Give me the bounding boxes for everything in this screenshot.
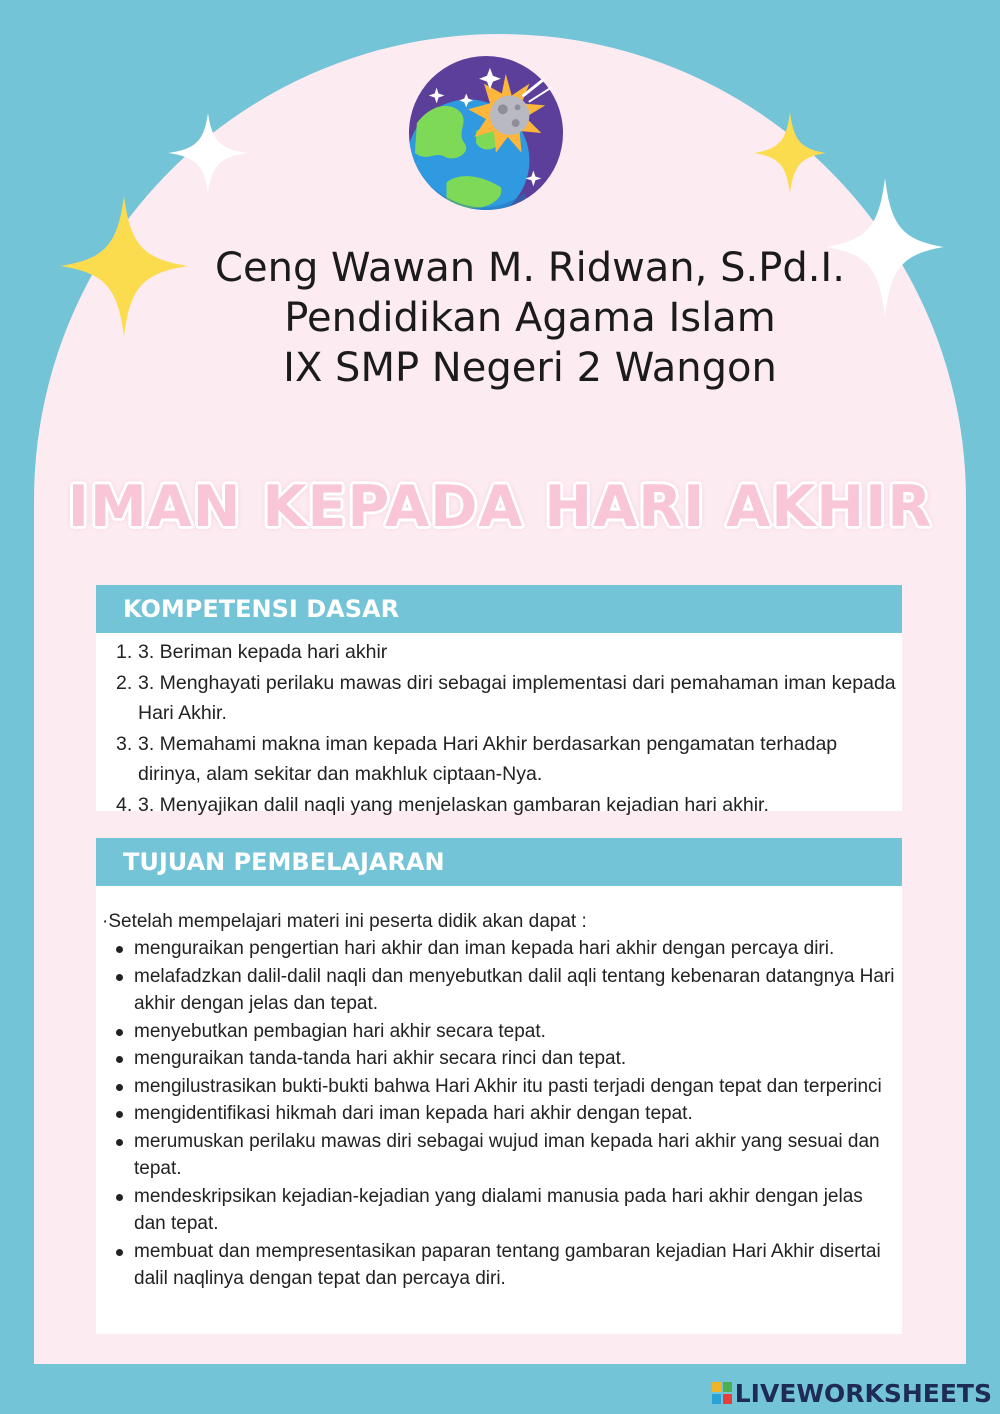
list-item xyxy=(114,935,902,963)
list-item xyxy=(114,1100,902,1128)
yellow-sparkle-star-icon xyxy=(754,112,826,194)
list-item xyxy=(114,1128,902,1183)
list-item xyxy=(114,1045,902,1073)
bullet-icon xyxy=(116,1194,123,1201)
item-text: membuat dan mempresentasikan paparan tentang gambaran kejadian Hari Akhir disertai dalil naqlinya dengan tepat dan percaya diri. xyxy=(134,1240,881,1289)
kompetensi-list xyxy=(96,633,902,820)
item-number: 2. xyxy=(116,671,133,694)
item-text: menguraikan tanda-tanda hari akhir secara rinci dan tepat. xyxy=(134,1048,627,1069)
list-item xyxy=(116,729,902,790)
page-title: IMAN KEPADA HARI AKHIR xyxy=(67,474,933,540)
class-school: IX SMP Negeri 2 Wangon xyxy=(283,345,777,391)
earth-meteor-icon xyxy=(407,54,565,212)
bullet-icon xyxy=(116,1249,123,1256)
bullet-icon xyxy=(116,1139,123,1146)
item-text: menguraikan pengertian hari akhir dan iman kepada hari akhir dengan percaya diri. xyxy=(134,938,835,959)
list-item xyxy=(114,1183,902,1238)
subject-name: Pendidikan Agama Islam xyxy=(284,295,776,341)
bullet-icon xyxy=(116,1111,123,1118)
item-text: menyebutkan pembagian hari akhir secara tepat. xyxy=(134,1020,546,1042)
liveworksheets-brand[interactable] xyxy=(712,1381,992,1407)
author-name: Ceng Wawan M. Ridwan, S.Pd.I. xyxy=(215,245,845,291)
tujuan-list xyxy=(96,935,902,1293)
item-text: 3. Menghayati perilaku mawas diri sebagai implementasi dari pemahaman iman kepada Hari Akhir. xyxy=(138,671,896,724)
item-number: 4. xyxy=(116,793,133,816)
tujuan-pembelajaran-section xyxy=(96,838,902,1334)
list-item xyxy=(116,790,902,821)
list-item xyxy=(114,963,902,1018)
item-text: 3. Menyajikan dalil naqli yang menjelaskan gambaran kejadian hari akhir. xyxy=(138,793,769,816)
white-sparkle-star-icon xyxy=(168,113,248,193)
list-item xyxy=(116,637,902,668)
brand-name: LIVEWORKSHEETS xyxy=(734,1379,992,1408)
bullet-icon xyxy=(116,974,123,981)
item-text: melafadzkan dalil-dalil naqli dan menyebutkan dalil aqli tentang kebenaran datangnya Hari akhir dengan jelas dan tepat. xyxy=(134,965,895,1014)
item-text: 3. Memahami makna iman kepada Hari Akhir berdasarkan pengamatan terhadap dirinya, alam sekitar dan makhluk ciptaan-Nya. xyxy=(138,732,838,785)
item-text: merumuskan perilaku mawas diri sebagai wujud iman kepada hari akhir yang sesuai dan tepat. xyxy=(134,1130,880,1179)
item-text: mengidentifikasi hikmah dari iman kepada hari akhir dengan tepat. xyxy=(134,1103,693,1124)
list-item xyxy=(114,1238,902,1293)
kompetensi-dasar-section xyxy=(96,585,902,816)
bullet-icon xyxy=(116,1029,123,1036)
list-item xyxy=(114,1073,902,1101)
item-number: 1. xyxy=(116,641,133,663)
item-text: 3. Beriman kepada hari akhir xyxy=(138,641,388,663)
bullet-icon xyxy=(116,1056,123,1063)
section-heading: TUJUAN PEMBELAJARAN xyxy=(96,838,902,886)
item-text: mengilustrasikan bukti-bukti bahwa Hari Akhir itu pasti terjadi dengan tepat dan terperinci xyxy=(134,1075,882,1097)
list-item xyxy=(116,668,902,729)
bullet-icon xyxy=(116,1084,123,1091)
item-text: mendeskripsikan kejadian-kejadian yang dialami manusia pada hari akhir dengan jelas dan tepat. xyxy=(134,1185,863,1234)
list-item xyxy=(114,1018,902,1046)
bullet-icon xyxy=(116,946,123,953)
section-heading: KOMPETENSI DASAR xyxy=(96,585,902,633)
liveworksheets-logo-icon xyxy=(712,1382,732,1404)
intro-text: ·Setelah mempelajari materi ini peserta didik akan dapat : xyxy=(102,911,587,932)
item-number: 3. xyxy=(116,732,133,755)
header-block xyxy=(150,243,910,393)
